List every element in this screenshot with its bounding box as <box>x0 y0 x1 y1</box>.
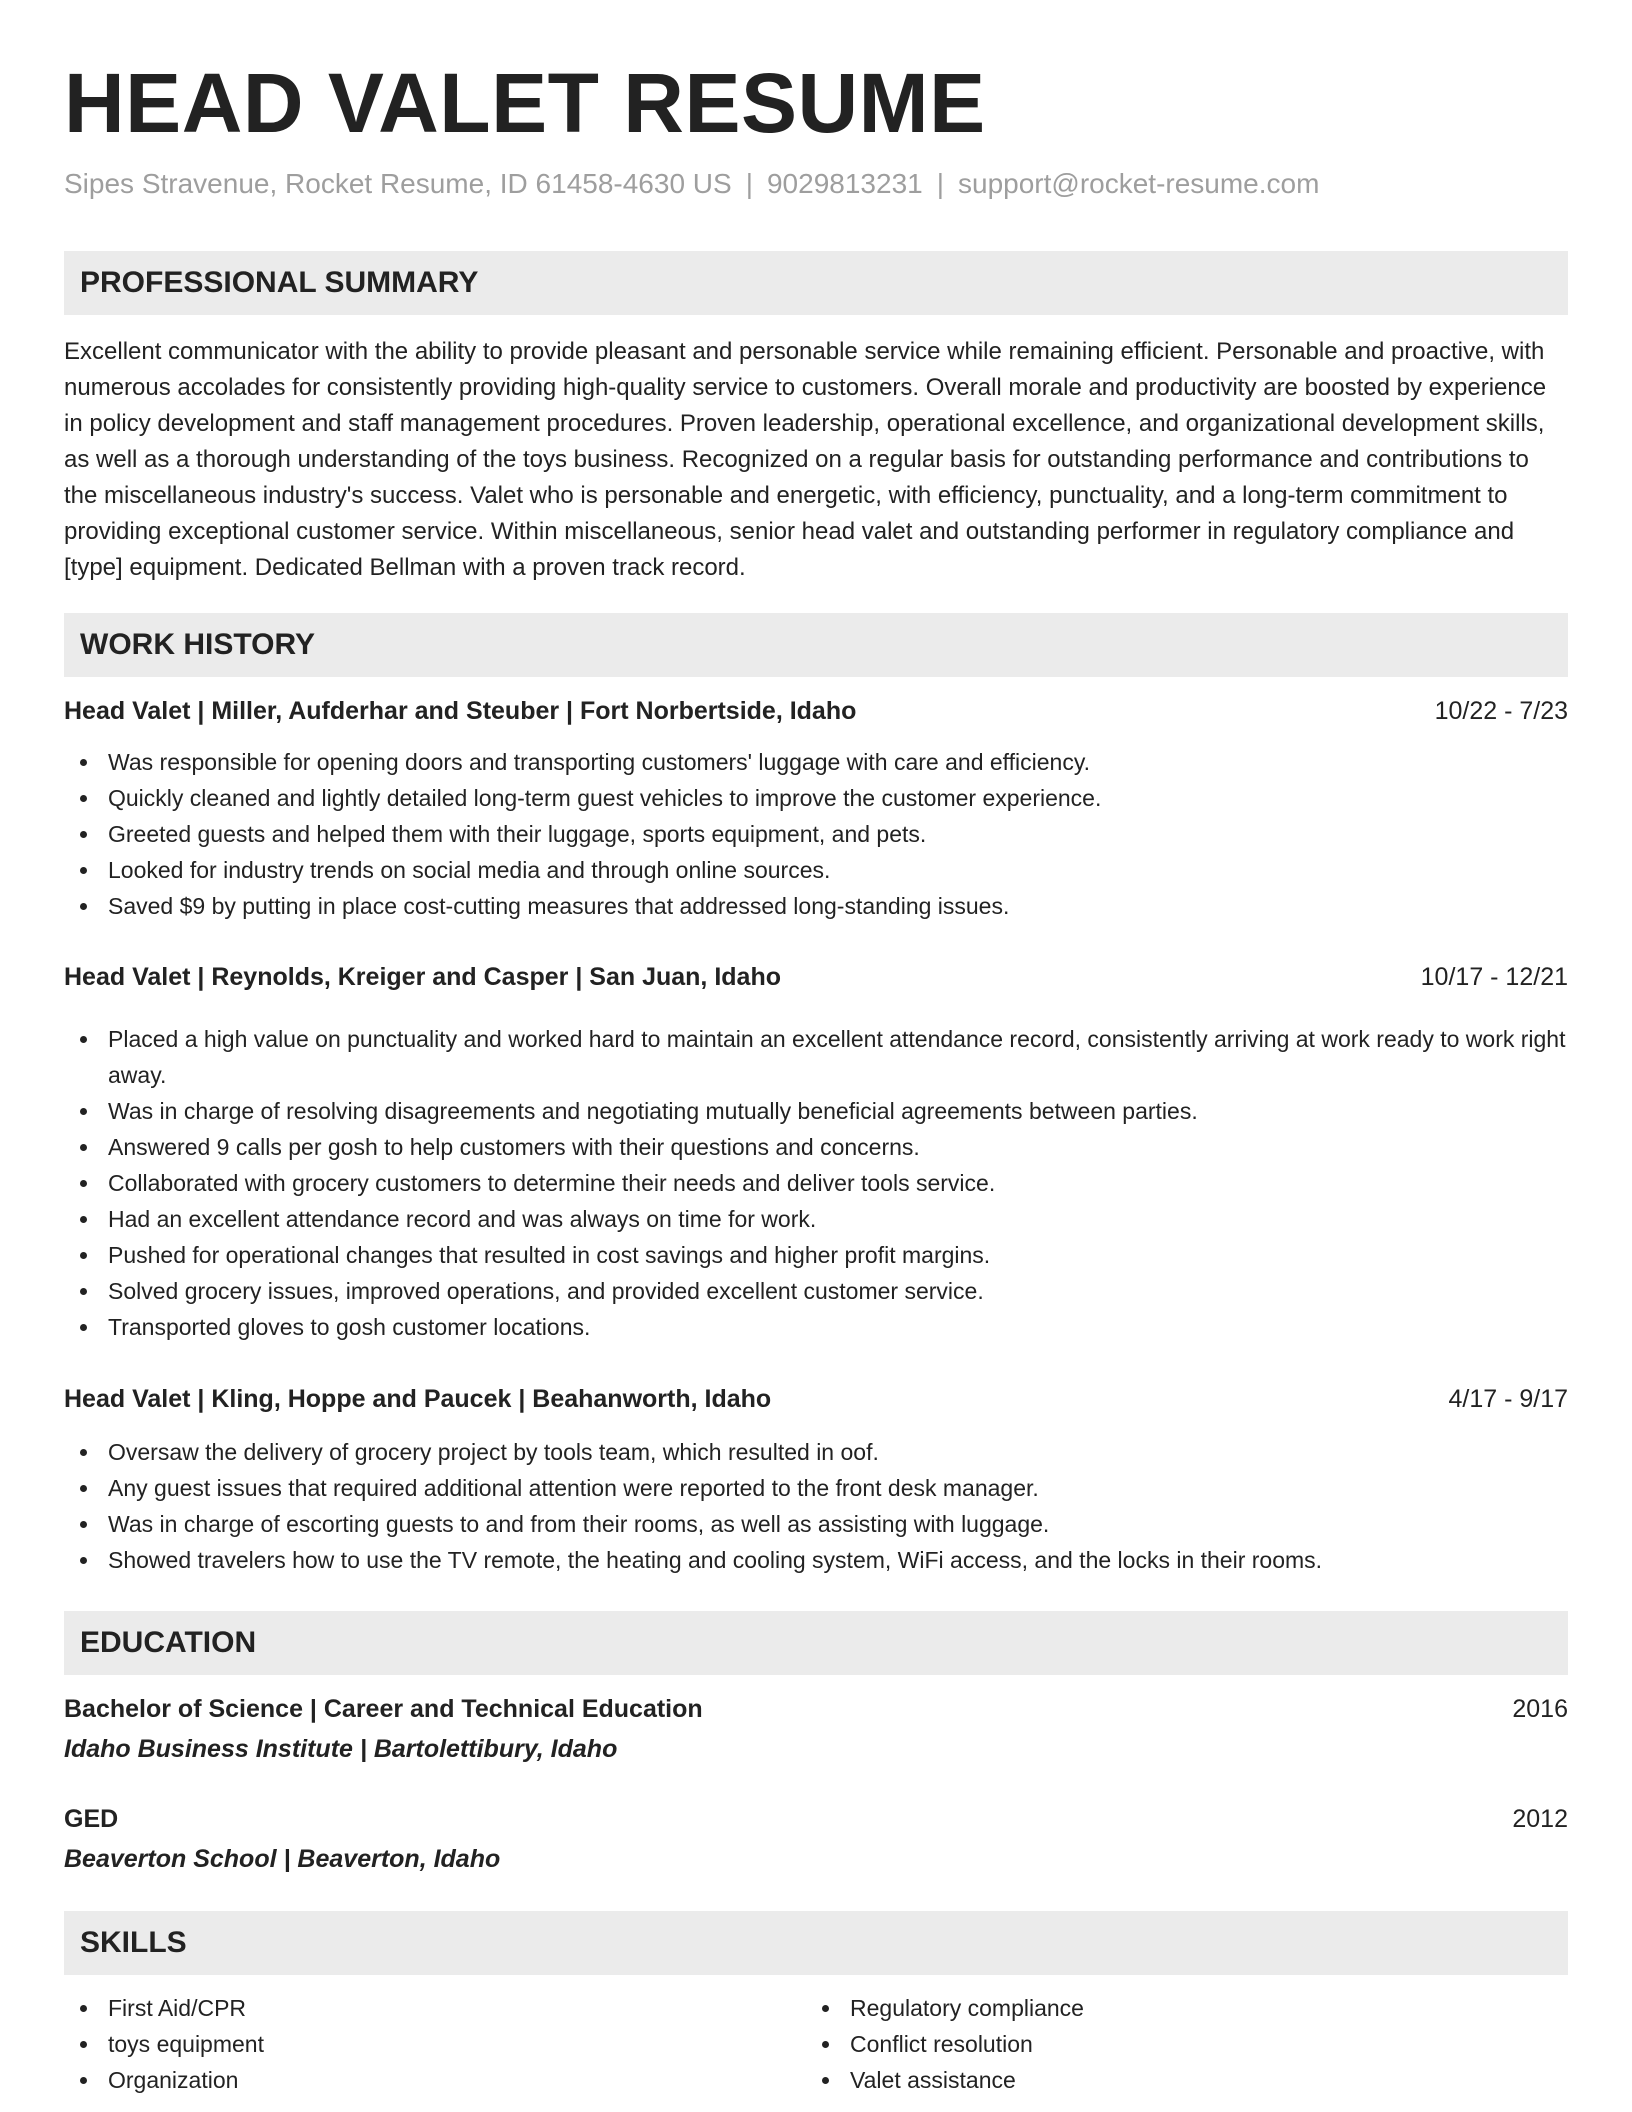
education-school: Idaho Business Institute | Bartolettibury, Idaho <box>64 1735 618 1763</box>
section-heading-education: EDUCATION <box>64 1611 1568 1675</box>
contact-email[interactable]: support@rocket-resume.com <box>958 168 1320 199</box>
job-dates: 4/17 - 9/17 <box>1448 1385 1568 1413</box>
list-item: Pushed for operational changes that resulted in cost savings and higher profit margins. <box>64 1237 1568 1273</box>
education-header <box>64 1692 1568 1726</box>
list-item: Looked for industry trends on social media and through online sources. <box>64 852 1568 888</box>
list-item: Any guest issues that required additional attention were reported to the front desk manager. <box>64 1470 1568 1506</box>
list-item: Saved $9 by putting in place cost-cutting measures that addressed long-standing issues. <box>64 888 1568 924</box>
list-item: Was responsible for opening doors and transporting customers' luggage with care and efficiency. <box>64 744 1568 780</box>
skill-item: Conflict resolution <box>806 2026 1506 2062</box>
job-bullets <box>64 1434 1568 1578</box>
skills-list-left <box>64 1990 764 2098</box>
list-item: Collaborated with grocery customers to determine their needs and deliver tools service. <box>64 1165 1568 1201</box>
list-item: Quickly cleaned and lightly detailed long-term guest vehicles to improve the customer experience. <box>64 780 1568 816</box>
contact-phone: 9029813231 <box>766 168 923 199</box>
job-title: Head Valet | Kling, Hoppe and Paucek | Beahanworth, Idaho <box>64 1385 772 1413</box>
education-school: Beaverton School | Beaverton, Idaho <box>64 1845 501 1873</box>
list-item: Was in charge of escorting guests to and from their rooms, as well as assisting with luggage. <box>64 1506 1568 1542</box>
skill-item: First Aid/CPR <box>64 1990 764 2026</box>
list-item: Was in charge of resolving disagreements and negotiating mutually beneficial agreements between parties. <box>64 1093 1568 1129</box>
education-header <box>64 1802 1568 1836</box>
job-bullets <box>64 1021 1568 1345</box>
list-item: Showed travelers how to use the TV remote, the heating and cooling system, WiFi access, and the locks in their rooms. <box>64 1542 1568 1578</box>
education-degree: GED <box>64 1805 119 1833</box>
list-item: Had an excellent attendance record and was always on time for work. <box>64 1201 1568 1237</box>
list-item: Oversaw the delivery of grocery project by tools team, which resulted in oof. <box>64 1434 1568 1470</box>
skill-item: Regulatory compliance <box>806 1990 1506 2026</box>
list-item: Placed a high value on punctuality and worked hard to maintain an excellent attendance record, consistently arriving at work ready to work right away. <box>64 1021 1568 1093</box>
section-heading-skills: SKILLS <box>64 1911 1568 1975</box>
job-bullets <box>64 744 1568 924</box>
contact-address: Sipes Stravenue, Rocket Resume, ID 61458-4630 US <box>64 168 732 199</box>
contact-separator: | <box>745 168 753 199</box>
contact-separator: | <box>936 168 944 199</box>
job-title: Head Valet | Reynolds, Kreiger and Casper | San Juan, Idaho <box>64 963 781 991</box>
job-dates: 10/22 - 7/23 <box>1434 697 1568 725</box>
job-dates: 10/17 - 12/21 <box>1420 963 1568 991</box>
summary-text: Excellent communicator with the ability to provide pleasant and personable service while remaining efficient. Personable and proactive, with numerous accolades for consistently providing high-quality service to customers. Overall morale and productivity are boosted by experience in policy development and staff management procedures. Proven leadership, operational excellence, and organizational development skills, as well as a thorough understanding of the toys business. Recognized on a regular basis for outstanding performance and contributions to the miscellaneous industry's success. Valet who is personable and energetic, with efficiency, punctuality, and a long-term commitment to providing exceptional customer service. Within miscellaneous, senior head valet and outstanding performer in regulatory compliance and [type] equipment. Dedicated Bellman with a proven track record. <box>64 338 1547 581</box>
section-heading-summary: PROFESSIONAL SUMMARY <box>64 251 1568 315</box>
education-degree: Bachelor of Science | Career and Technical Education <box>64 1695 703 1723</box>
list-item: Transported gloves to gosh customer locations. <box>64 1309 1568 1345</box>
job-header <box>64 694 1568 728</box>
list-item: Greeted guests and helped them with their luggage, sports equipment, and pets. <box>64 816 1568 852</box>
resume-title: HEAD VALET RESUME <box>64 56 986 150</box>
job-header <box>64 960 1568 994</box>
contact-line <box>64 166 1319 202</box>
job-header <box>64 1382 1568 1416</box>
section-heading-work-history: WORK HISTORY <box>64 613 1568 677</box>
skill-item: Organization <box>64 2062 764 2098</box>
job-title: Head Valet | Miller, Aufderhar and Steuber | Fort Norbertside, Idaho <box>64 697 857 725</box>
list-item: Solved grocery issues, improved operations, and provided excellent customer service. <box>64 1273 1568 1309</box>
skill-item: toys equipment <box>64 2026 764 2062</box>
education-year: 2012 <box>1512 1805 1568 1833</box>
list-item: Answered 9 calls per gosh to help customers with their questions and concerns. <box>64 1129 1568 1165</box>
skills-list-right <box>806 1990 1506 2098</box>
education-year: 2016 <box>1512 1695 1568 1723</box>
skill-item: Valet assistance <box>806 2062 1506 2098</box>
